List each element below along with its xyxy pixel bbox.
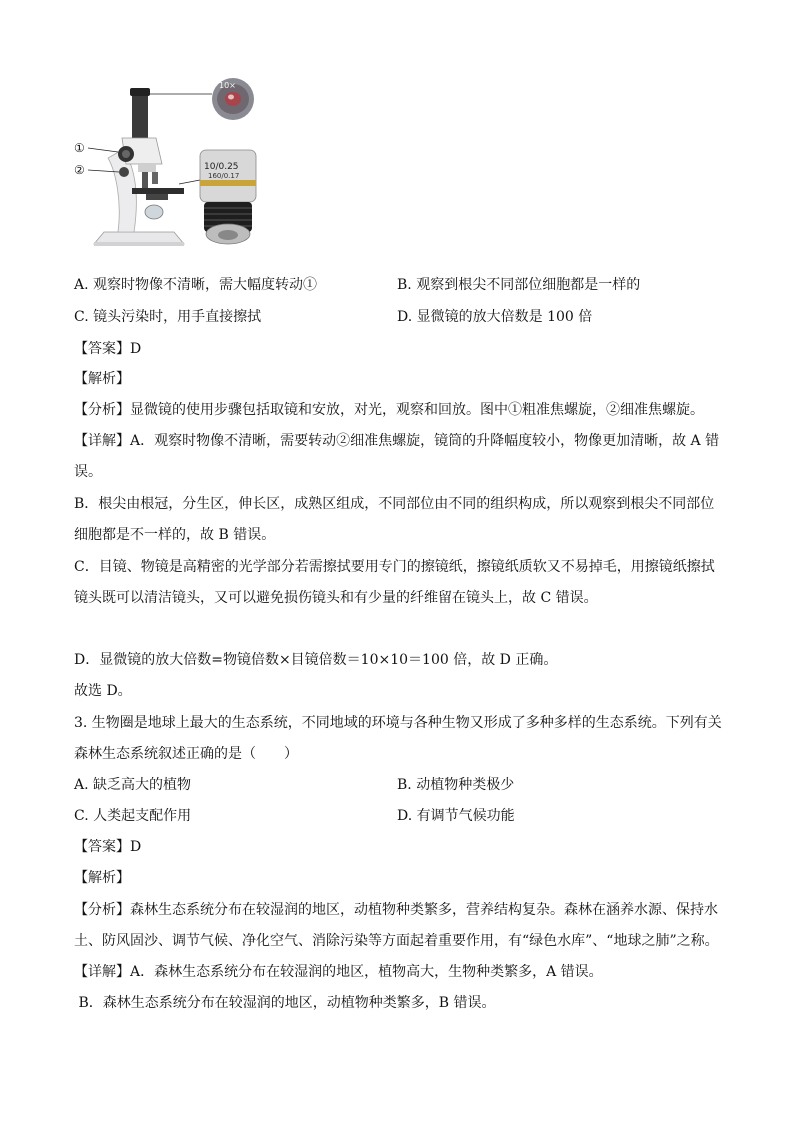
q3-answer: 【答案】D <box>74 839 142 855</box>
q2-option-c: C. 镜头污染时，用手直接擦拭 <box>74 309 262 325</box>
q3-option-c: C. 人类起支配作用 <box>74 808 192 824</box>
eyepiece-closeup <box>212 78 254 120</box>
q2-analysis-title: 【解析】 <box>74 371 130 387</box>
q2-option-b: B. 观察到根尖不同部位细胞都是一样的 <box>397 277 641 293</box>
q2-detail-a-line1: 【详解】A．观察时物像不清晰，需要转动②细准焦螺旋，镜筒的升降幅度较小，物像更加清晰，故 A 错 <box>74 433 720 449</box>
q3-stem-line1: 3. 生物圈是地球上最大的生态系统，不同地域的环境与各种生物又形成了多种多样的生态系统。下列有关 <box>74 715 722 731</box>
q3-option-d: D. 有调节气候功能 <box>397 808 515 824</box>
q3-stem-line2: 森林生态系统叙述正确的是（ ） <box>74 746 298 762</box>
q3-option-b: B. 动植物种类极少 <box>397 777 515 793</box>
microscope-body <box>94 88 184 246</box>
objective-lens-closeup <box>200 150 256 244</box>
microscope-figure <box>74 72 264 252</box>
q3-analysis-title: 【解析】 <box>74 870 130 886</box>
q2-answer: 【答案】D <box>74 341 142 357</box>
q3-option-a: A. 缺乏高大的植物 <box>74 777 192 793</box>
objective-mark-1: 10/0.25 <box>204 162 239 172</box>
figure-label-2: ② <box>74 163 85 177</box>
figure-label-1: ① <box>74 141 85 155</box>
q2-conclusion: 故选 D。 <box>74 683 132 699</box>
q3-detail-a: 【详解】A．森林生态系统分布在较湿润的地区，植物高大，生物种类繁多，A 错误。 <box>74 964 603 980</box>
q2-detail-c-line2: 镜头既可以清洁镜头，又可以避免损伤镜头和有少量的纤维留在镜头上，故 C 错误。 <box>74 590 598 606</box>
q2-option-d: D. 显微镜的放大倍数是 100 倍 <box>397 309 593 325</box>
q2-analysis: 【分析】显微镜的使用步骤包括取镜和安放，对光，观察和回放。图中①粗准焦螺旋，②细准焦螺旋。 <box>74 402 704 418</box>
q2-detail-d: D．显微镜的放大倍数=物镜倍数×目镜倍数＝10×10＝100 倍，故 D 正确。 <box>74 652 558 668</box>
q2-detail-b-line1: B．根尖由根冠，分生区，伸长区，成熟区组成，不同部位由不同的组织构成，所以观察到根尖不同部位 <box>74 496 715 512</box>
q2-detail-c-line1: C．目镜、物镜是高精密的光学部分若需擦拭要用专门的擦镜纸，擦镜纸质软又不易掉毛，用擦镜纸擦拭 <box>74 559 715 575</box>
q3-analysis-line2: 土、防风固沙、调节气候、净化空气、消除污染等方面起着重要作用，有“绿色水库”、“地球之肺”之称。 <box>74 933 719 949</box>
q3-detail-b: B．森林生态系统分布在较湿润的地区，动植物种类繁多，B 错误。 <box>74 995 496 1011</box>
q3-analysis-line1: 【分析】森林生态系统分布在较湿润的地区，动植物种类繁多，营养结构复杂。森林在涵养水源、保持水 <box>74 902 718 918</box>
q2-detail-b-line2: 细胞都是不一样的，故 B 错误。 <box>74 527 276 543</box>
eyepiece-mark-text: 10× <box>219 81 236 90</box>
objective-mark-2: 160/0.17 <box>208 172 240 180</box>
q2-detail-a-line2: 误。 <box>74 464 102 480</box>
q2-option-a: A. 观察时物像不清晰，需大幅度转动① <box>74 277 318 293</box>
